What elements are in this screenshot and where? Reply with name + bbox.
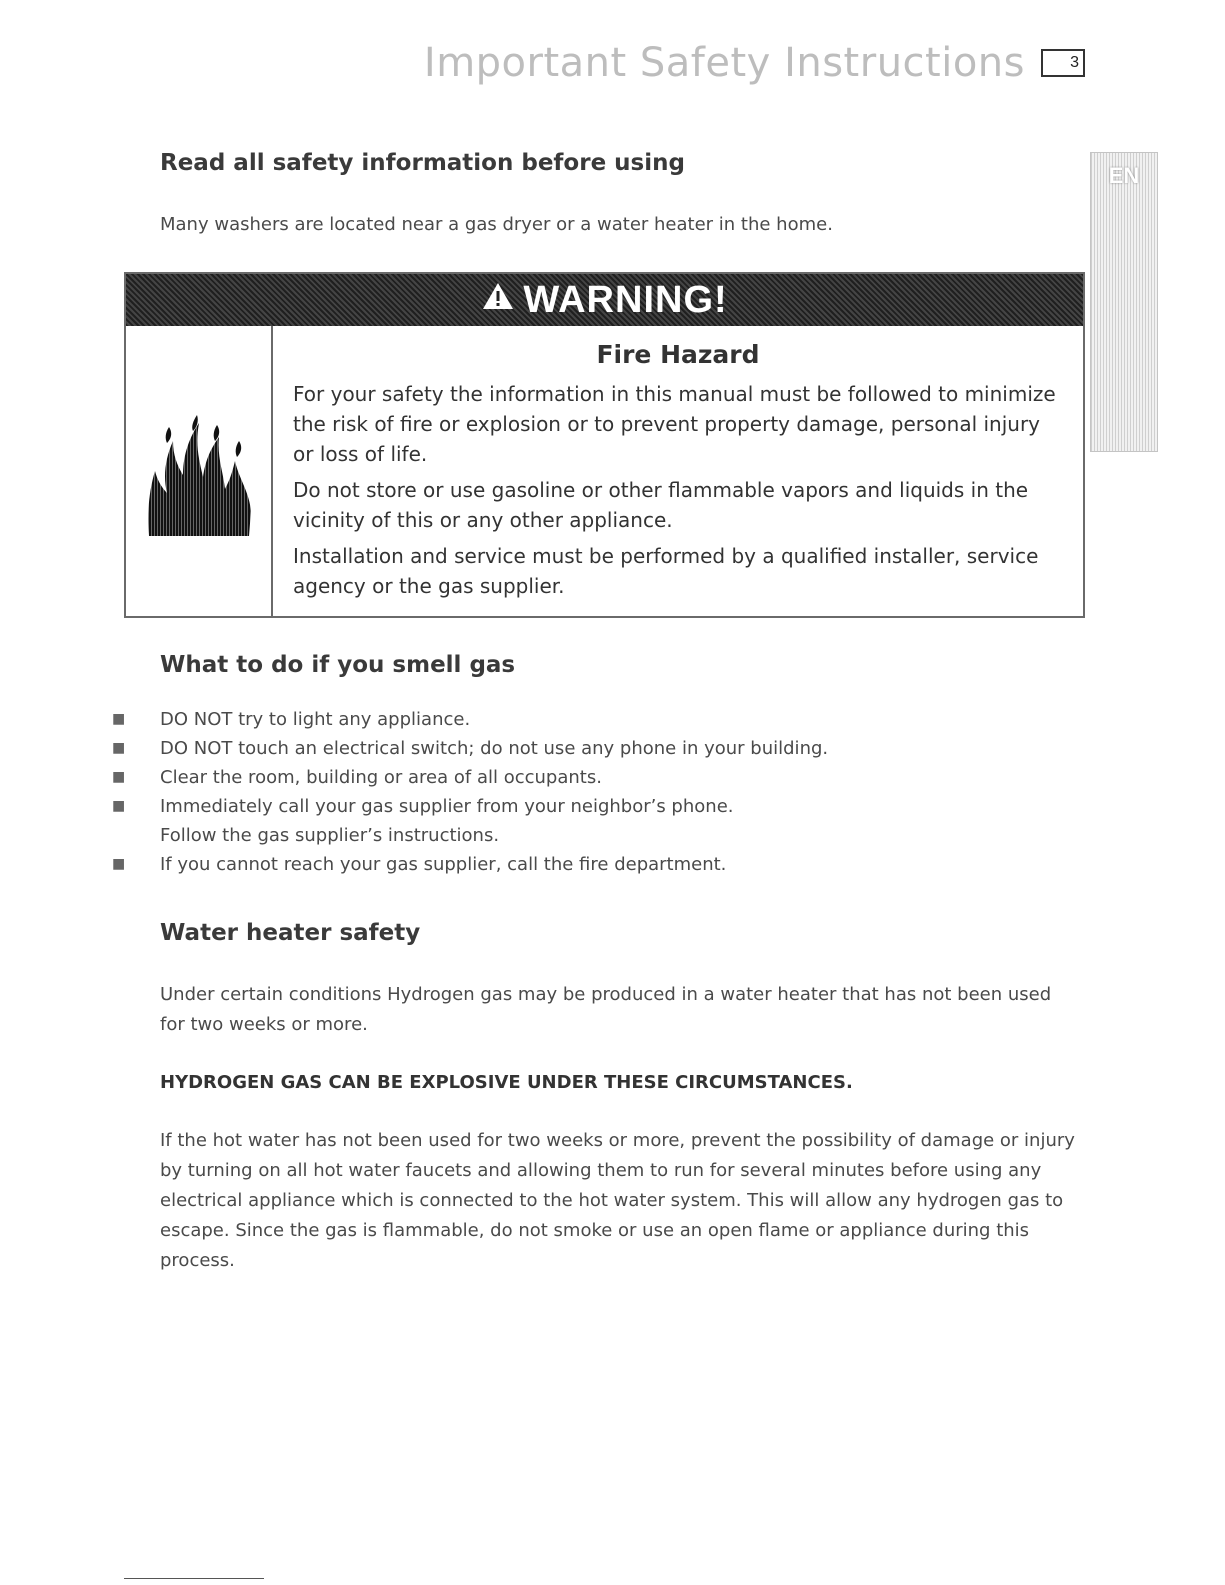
bullet-icon: ■ [112, 856, 126, 872]
read-all-heading: Read all safety information before using [160, 150, 685, 176]
hazard-paragraph: Do not store or use gasoline or other flammable vapors and liquids in the vicinity of this or any other appliance. [293, 478, 1029, 532]
hazard-paragraph: Installation and service must be performed by a qualified installer, service agency or the gas supplier. [293, 544, 1039, 598]
warning-banner-text: WARNING! [523, 278, 728, 321]
water-heater-heading: Water heater safety [160, 920, 421, 946]
language-tab [1090, 152, 1158, 452]
smell-gas-list [112, 705, 1012, 879]
flame-cell [126, 326, 273, 616]
smell-gas-heading: What to do if you smell gas [160, 652, 516, 678]
warning-body [126, 326, 1083, 616]
fire-hazard-icon [139, 401, 259, 541]
page-number: 3 [1041, 49, 1085, 77]
warning-box [124, 272, 1085, 618]
page-header [424, 40, 1085, 86]
water-heater-instructions: If the hot water has not been used for two weeks or more, prevent the possibility of damage or injury by turning on all hot water faucets and allowing them to run for several minutes before using any electrical appliance which is connected to the hot water system. This will allow any hydrogen gas to escape. Since the gas is flammable, do not smoke or use an open flame or appliance during this process. [160, 1130, 1075, 1271]
list-item: ■ DO NOT try to light any appliance. [112, 705, 1012, 734]
list-item: ■ DO NOT touch an electrical switch; do not use any phone in your building. [112, 734, 1012, 763]
page-title: Important Safety Instructions [423, 40, 1025, 86]
bullet-icon: ■ [112, 740, 126, 756]
bullet-icon: ■ [112, 798, 126, 814]
list-item: ■ If you cannot reach your gas supplier, call the fire department. [112, 850, 1012, 879]
bullet-icon: ■ [112, 769, 126, 785]
bullet-icon: ■ [112, 711, 126, 727]
warning-triangle-icon [481, 281, 515, 319]
list-item: ■ Immediately call your gas supplier from your neighbor’s phone. [112, 792, 1012, 821]
warning-banner [126, 274, 1083, 326]
hazard-paragraph: For your safety the information in this manual must be followed to minimize the risk of fire or explosion or to prevent property damage, personal injury or loss of life. [293, 382, 1056, 466]
water-heater-warning-caps: HYDROGEN GAS CAN BE EXPLOSIVE UNDER THESE CIRCUMSTANCES. [160, 1072, 853, 1093]
water-heater-text: Under certain conditions Hydrogen gas may be produced in a water heater that has not been used for two weeks or more. [160, 984, 1052, 1035]
warning-title [481, 279, 727, 322]
hazard-text [273, 326, 1083, 616]
language-tab-label: EN [1108, 163, 1140, 188]
footer-rule [124, 1578, 264, 1579]
read-all-text: Many washers are located near a gas dryer or a water heater in the home. [160, 214, 833, 235]
list-item-continuation: Follow the gas supplier’s instructions. [160, 825, 500, 846]
list-item: ■ Clear the room, building or area of all occupants. [112, 763, 1012, 792]
hazard-title: Fire Hazard [596, 340, 760, 369]
